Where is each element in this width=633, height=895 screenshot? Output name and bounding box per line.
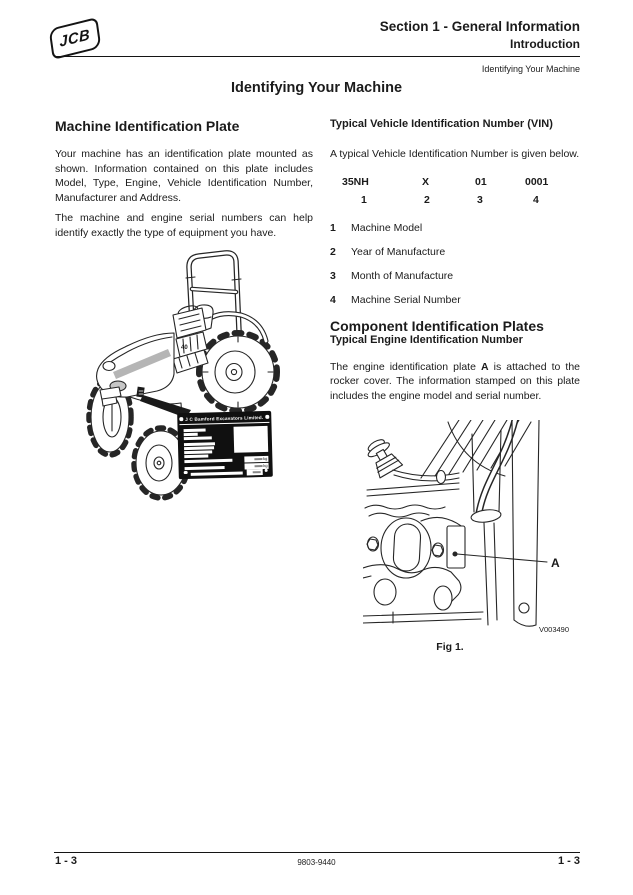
vin-heading: Typical Vehicle Identification Number (VIN) [330, 118, 553, 130]
legend-item [330, 294, 580, 307]
plate-text-line [184, 429, 206, 432]
component-heading: Component Identification Plates [330, 317, 544, 334]
page-title: Identifying Your Machine [230, 80, 403, 96]
legend-label: Year of Manufacture [351, 245, 446, 258]
legend-number: 1 [330, 221, 336, 234]
rivet-icon [266, 415, 270, 419]
vin-code: X [422, 175, 430, 188]
header-rule [54, 56, 580, 57]
legend-number: 3 [330, 269, 336, 282]
legend-number: 4 [330, 293, 336, 306]
figure-ref-code: V003490 [539, 625, 570, 634]
plate-text-line [185, 466, 225, 470]
tractor-model-marking: 40 [181, 345, 188, 351]
vin-indices-row [330, 194, 580, 207]
tractor-figure [55, 245, 315, 505]
plate-title: J C Bamford Excavators Limited. [185, 414, 264, 422]
section-subtitle: Introduction [510, 36, 580, 51]
vin-index: 3 [477, 193, 483, 206]
engine-illustration [363, 420, 577, 634]
paragraph-text: The engine identification plate [330, 360, 481, 373]
rivet-icon [264, 468, 268, 472]
engine-id-heading: Typical Engine Identification Number [330, 333, 523, 346]
plate-small-box [247, 469, 263, 475]
footer-doc-code: 9803-9440 [297, 858, 336, 867]
plate-text-line [184, 446, 214, 449]
plate-value-bar [253, 471, 261, 473]
plate-text-line [184, 450, 212, 453]
legend-number: 2 [330, 245, 336, 258]
vin-index: 2 [424, 193, 430, 206]
legend-label: Month of Manufacture [351, 269, 454, 282]
jcb-logo [49, 17, 102, 60]
plate-weight-box [244, 456, 268, 463]
paragraph-text: is attached to the rocker cover. The information stamped on this plate includes the engine model and serial number. [330, 360, 581, 402]
left-paragraph-1: Your machine has an identification plate mounted as shown. Information contained on this plate includes Model, Type, Engine, Vehicle Identification Number, Manufacturer and Address. [55, 148, 313, 204]
vin-code: 01 [475, 175, 487, 188]
plate-body [179, 422, 270, 477]
plate-weight-unit: kg [263, 455, 268, 462]
footer-page-number-left: 1 - 3 [55, 855, 78, 867]
section-title: Section 1 - General Information [379, 19, 580, 34]
engine-figure [363, 420, 577, 634]
legend-item [330, 270, 580, 283]
engine-id-paragraph [330, 360, 580, 404]
footer-page-number-right: 1 - 3 [557, 855, 580, 867]
plate-text-line [191, 472, 243, 476]
left-column [55, 118, 313, 241]
vin-code: 35NH [342, 175, 369, 188]
vin-legend [330, 222, 580, 307]
plate-text-line [184, 433, 198, 436]
figure-caption: Fig 1. [436, 641, 464, 653]
jcb-logo-text: JCB [59, 26, 91, 51]
plate-value-bar [254, 465, 262, 467]
plate-text-line [184, 454, 208, 457]
left-heading: Machine Identification Plate [55, 118, 240, 134]
plate-text-line [184, 442, 215, 445]
breadcrumb: Identifying Your Machine [481, 64, 580, 74]
plate-value-bar [254, 458, 262, 460]
vin-index: 1 [361, 193, 367, 206]
footer-rule [54, 852, 580, 853]
legend-label: Machine Model [351, 221, 423, 234]
legend-item [330, 222, 580, 235]
engine-plate-label-a: A [551, 556, 560, 570]
plate-text-line [184, 459, 232, 463]
rivet-icon [184, 470, 188, 474]
vin-code: 0001 [525, 175, 549, 188]
legend-label: Machine Serial Number [351, 293, 461, 306]
plate-ref-a: A [480, 360, 489, 373]
header-right [380, 19, 580, 51]
plate-serial-area [234, 426, 269, 453]
vin-intro: A typical Vehicle Identification Number is given below. [330, 148, 580, 160]
identification-plate [177, 411, 273, 479]
left-paragraph-2: The machine and engine serial numbers can help identify exactly the type of equipment you have. [55, 212, 313, 239]
legend-item [330, 246, 580, 259]
right-column [330, 118, 580, 403]
vin-codes-row [330, 176, 580, 189]
plate-weight-unit: kg [263, 462, 268, 469]
vin-index: 4 [533, 193, 539, 206]
plate-text-line [184, 436, 212, 439]
rivet-icon [179, 417, 183, 421]
